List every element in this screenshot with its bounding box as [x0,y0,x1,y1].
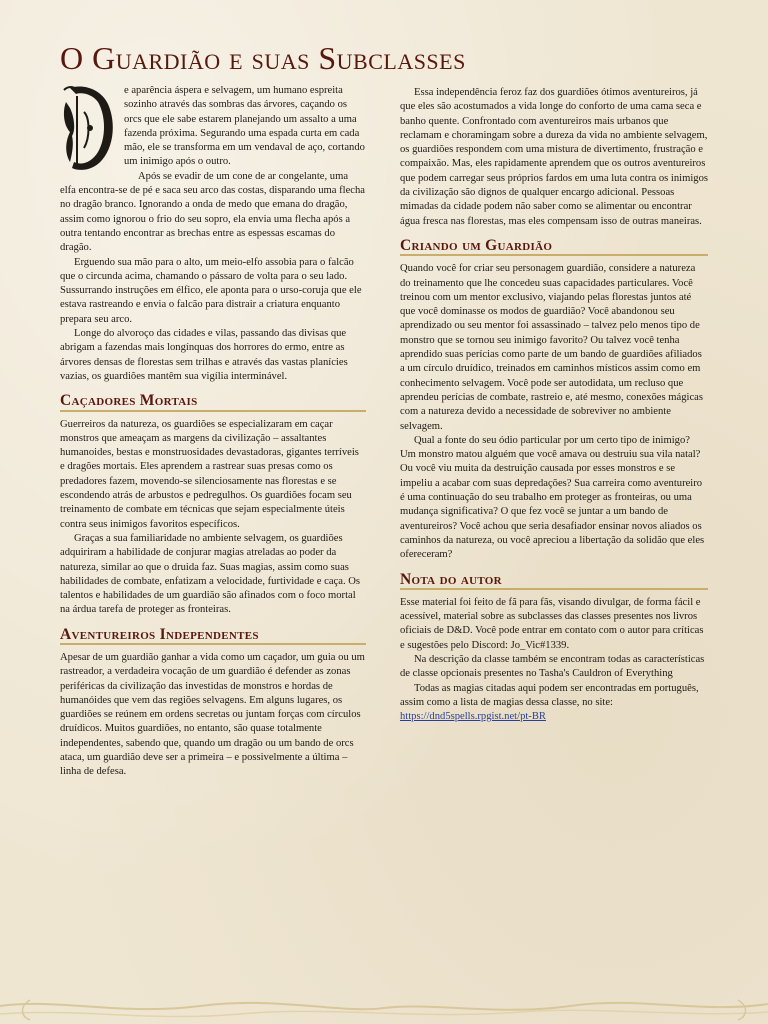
paragraph: Erguendo sua mão para o alto, um meio-elfo assobia para o falcão que o circunda acima, chamando o pássaro de volta para o seu lado. Sussurrando instruções em élfico, ele aponta para o urso-coruja que ele estava rastreando e envia o falcão para distrair a criatura enquanto prepara seu arco. [60,256,362,325]
paragraph: Guerreiros da natureza, os guardiões se especializaram em caçar monstros que ameaçam as margens da civilização – assaltantes humanoides, bestas e monstruosidades devastadoras, gigantes terríveis e dragões mortais. Eles aprendem a rastrear suas presas como os predadores fazem, movendo-se silenciosamente nas florestas e se escondendo atrás de arbustos e pedregulhos. Os guardiões focam seu treinamento de combate em técnicas que sejam especialmente úteis contra seus inimigos favoritos específicos. [60,418,359,530]
section-heading-aventureiros: Aventureiros Independentes [60,628,366,645]
section-heading-criando: Criando um Guardião [400,239,708,256]
section-heading-cacadores: Caçadores Mortais [60,394,366,411]
intro-paragraph [60,84,366,170]
left-column [60,84,366,780]
paragraph: Na descrição da classe também se encontram todas as características de classe opcionais presentes no Tasha's Cauldron of Everything [400,653,705,680]
paragraph: Graças a sua familiaridade no ambiente selvagem, os guardiões adquiriram a habilidade de conjurar magias atreladas ao poder da natureza, similar ao que o druida faz. Suas magias, assim como suas habilidades de combate, enfatizam a velocidade, furtividade e caça. Os talentos e habilidades de um guardião são afinados com o foco mortal na árdua tarefa de proteger as fronteiras. [60,532,361,616]
right-column [400,86,708,724]
page-title: O Guardião e suas Subclasses [60,40,466,76]
dropcap-d-ornament [60,82,118,174]
section-heading-nota: Nota do autor [400,573,708,590]
paragraph: Qual a fonte do seu ódio particular por um certo tipo de inimigo? Um monstro matou alguém que você amava ou destruiu sua vila natal? Ou você viu muita da destruição causada por esses monstros e se impeliu a acabar com suas depredações? Sua carreira como aventureiro é uma continuação do seu trabalho em proteger as fronteiras, ou uma mudança significativa? O que fez você se juntar a um bando de aventureiros? Você achou que seria desafiador ensinar novos aliados os caminhos da natureza, ou você apreciou a libertação da solidão que eles ofereceram? [400,434,705,561]
spells-site-link[interactable]: https://dnd5spells.rpgist.net/pt-BR [400,711,546,723]
paragraph: Todas as magias citadas aqui podem ser encontradas em português, assim como a lista de magias dessa classe, no site: [400,682,699,708]
paragraph: Quando você for criar seu personagem guardião, considere a natureza do treinamento que lhe concedeu suas capacidades particulares. Você treinou com um mentor exclusivo, viajando pelas florestas juntos até que você dominasse os modos de guardião? Você abandonou seu aprendizado ou seu mentor foi assassinado – talvez pelo menos tipo de monstro que se tornou seu inimigo favorito? Ou talvez você tenha aprendido suas perícias como parte de um bando de guardiões afiliados a um círculo druídico, treinados em caminhos místicos assim como em conhecimento selvagem. Você pode ser autodidata, um recluso que aprendeu perícias de combate, rastreio e, até mesmo, conexões mágicas com a natureza devido a necessidade de sobreviver no ambiente selvagem. [400,263,703,432]
paragraph: Apesar de um guardião ganhar a vida como um caçador, um guia ou um rastreador, a verdadeira vocação de um guardião é defender as zonas periféricas da civilização das investidas de monstros e hordas de humanóides que vem das regiões selvagens. Em alguns lugares, os guardiões se reúnem em ordens secretas ou juntam forças com círculos druídicos. Muitos guardiões, no entanto, são quase totalmente independentes, sabendo que, quando um dragão ou um bando de orcs ataca, um guardião deve ser a primeira – e possivelmente a última – linha de defesa. [60,651,365,778]
paragraph: Esse material foi feito de fã para fãs, visando divulgar, de forma fácil e acessível, material sobre as subclasses das classes presentes nos livros oficiais de D&D. Você pode entrar em contato com o autor para críticas e sugestões pelo Discord: Jo_Vic#1339. [400,596,704,651]
paragraph: Após se evadir de um cone de ar congelante, uma elfa encontra-se de pé e saca seu arco das costas, disparando uma flecha no dragão branco. Ignorando a onda de medo que emana do dragão, assim como ignorou o frio do seu sopro, ela envia uma flecha após a outra tentando encontrar as brechas entre as espessas escamas do dragão. [60,170,366,254]
paragraph: Longe do alvoroço das cidades e vilas, passando das divisas que abrigam a fazendas mais longínquas dos horrores do ermo, entre as árvores densas de florestas sem trilhas e através das vastas planícies vazias, os guardiões mantêm sua vigília interminável. [60,328,348,382]
footer-ornament [0,988,768,1024]
paragraph: Essa independência feroz faz dos guardiões ótimos aventureiros, já que eles são acostumados a vida longe do conforto de uma cama seca e banho quente. Confrontado com aventureiros mais urbanos que reclamam e choramingam sobre a dureza da vida no ambiente selvagem, os guardiões respondem com uma mistura de divertimento, frustração e compaixão. Mas, eles rapidamente aprendem que os outros aventureiros que podem carregar seus próprios fardos em uma luta contra os inimigos da civilização são dignos de qualquer encargo adicional. Pessoas mimadas da cidade podem não saber como se alimentar ou encontrar água fresca nas florestas, mas eles compensam isso de outras maneiras. [400,87,709,227]
intro-text: e aparência áspera e selvagem, um humano espreita sozinho através das sombras das árvores, caçando os orcs que ele sabe estarem planejando um assalto a uma fazenda próxima. Segurando uma espada curta em cada mão, ele se transforma em um vendaval de aço, cortando um inimigo após o outro. [124,85,365,168]
